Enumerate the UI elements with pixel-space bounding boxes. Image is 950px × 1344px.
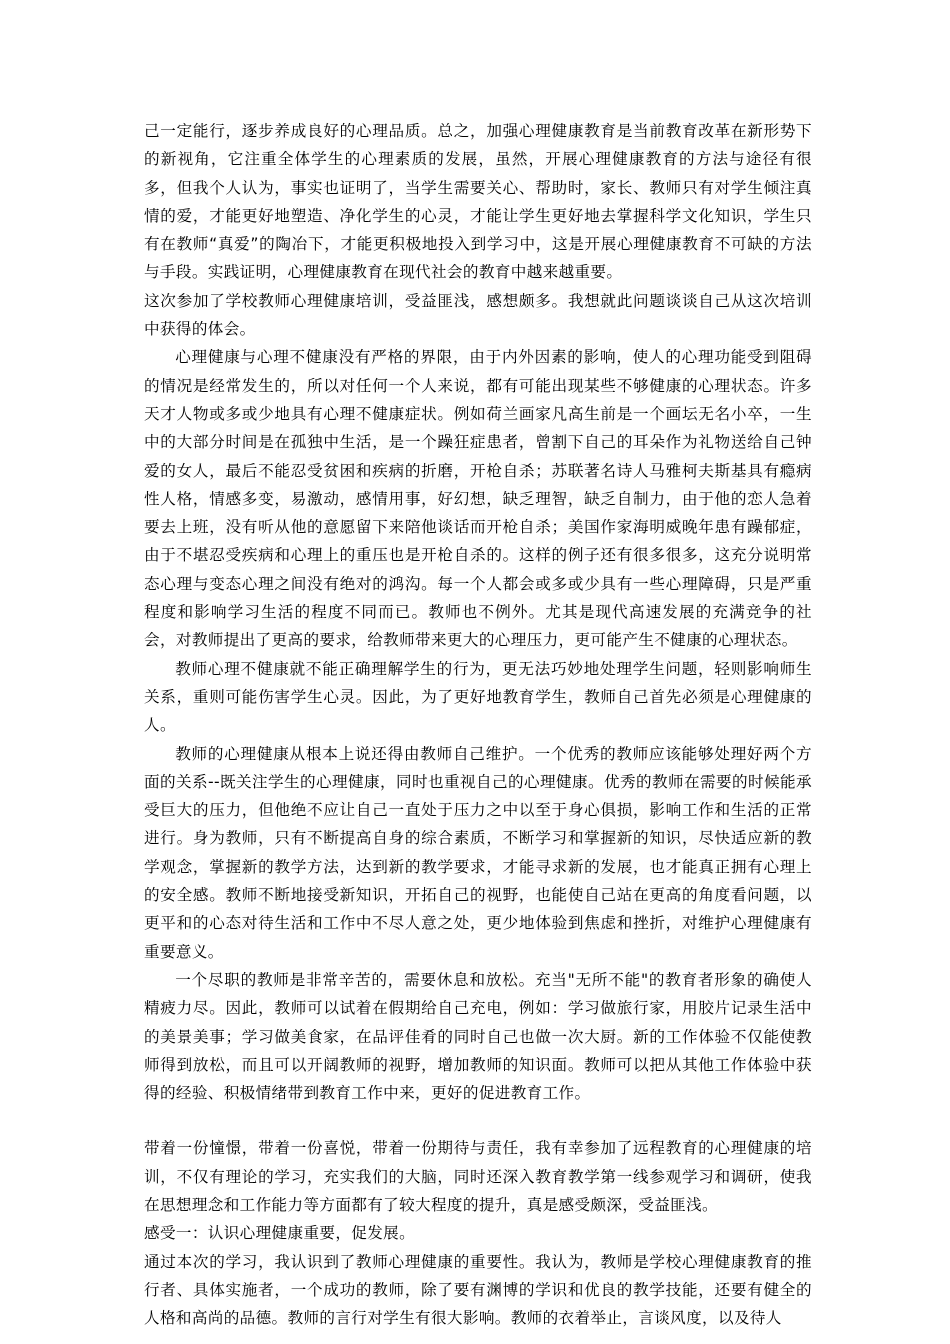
section-heading-feeling-one: 感受一：认识心理健康重要，促发展。 — [144, 1224, 416, 1243]
paragraph-mental-health-boundary: 心理健康与心理不健康没有严格的界限，由于内外因素的影响，使人的心理功能受到阻碍的情况是经常发生的，所以对任何一个人来说，都有可能出现某些不够健康的心理状态。许多天才人物或多或少地具有心理不健康症状。例如荷兰画家凡高生前是一个画坛无名小卒，一生中的大部分时间是在孤独中生活，是一个躁狂症患者，曾割下自己的耳朵作为礼物送给自己钟爱的女人，最后不能忍受贫困和疾病的折磨，开枪自杀；苏联著名诗人马雅柯夫斯基具有瘾病性人格，情感多变，易激动，感情用事，好幻想，缺乏理智，缺乏自制力，由于他的恋人急着要去上班，没有听从他的意愿留下来陪他谈话而开枪自杀；美国作家海明威晚年患有躁郁症，由于不堪忍受疾病和心理上的重压也是开枪自杀的。这样的例子还有很多很多，这充分说明常态心理与变态心理之间没有绝对的鸿沟。每一个人都会或多或少具有一些心理障碍，只是严重程度和影响学习生活的程度不同而已。教师也不例外。尤其是现代高速发展的充满竞争的社会，对教师提出了更高的要求，给教师带来更大的心理压力，更可能产生不健康的心理状态。 — [144, 348, 812, 650]
paragraph-intro-conclusion: 己一定能行，逐步养成良好的心理品质。总之，加强心理健康教育是当前教育改革在新形势下的新视角，它注重全体学生的心理素质的发展，虽然，开展心理健康教育的方法与途径有很多，但我个人认为，事实也证明了，当学生需要关心、帮助时，家长、教师只有对学生倾注真情的爱，才能更好地塑造、净化学生的心灵，才能让学生更好地去掌握科学文化知识，学生只有在教师“真爱”的陶冶下，才能更积极地投入到学习中，这是开展心理健康教育不可缺的方法与手段。实践证明，心理健康教育在现代社会的教育中越来越重要。 — [144, 122, 812, 282]
paragraph-remote-training: 带着一份憧憬，带着一份喜悦，带着一份期待与责任，我有幸参加了远程教育的心理健康的培训，不仅有理论的学习，充实我们的大脑，同时还深入教育教学第一线参观学习和调研，使我在思想理念和工作能力等方面都有了较大程度的提升，真是感受颇深，受益匪浅。 — [144, 1139, 812, 1214]
paragraph-gap — [144, 1107, 812, 1134]
document-body — [144, 117, 812, 1332]
paragraph-rest-and-relax: 一个尽职的教师是非常辛苦的，需要休息和放松。充当"无所不能"的教育者形象的确使人精疲力尽。因此，教师可以试着在假期给自己充电，例如：学习做旅行家，用胶片记录生活中的美景美事；学习做美食家，在品评佳肴的同时自己也做一次大厨。新的工作体验不仅能使教师得到放松，而且可以开阔教师的视野，增加教师的知识面。教师可以把从其他工作体验中获得的经验、积极情绪带到教育工作中来，更好的促进教育工作。 — [144, 970, 812, 1103]
paragraph-teacher-unhealthy-effects: 教师心理不健康就不能正确理解学生的行为，更无法巧妙地处理学生问题，轻则影响师生关系，重则可能伤害学生心灵。因此，为了更好地教育学生，教师自己首先必须是心理健康的人。 — [144, 659, 812, 735]
paragraph-teacher-self-maintenance: 教师的心理健康从根本上说还得由教师自己维护。一个优秀的教师应该能够处理好两个方面的关系--既关注学生的心理健康，同时也重视自己的心理健康。优秀的教师在需要的时候能承受巨大的压力，但他绝不应让自己一直处于压力之中以至于身心俱损，影响工作和生活的正常进行。身为教师，只有不断提高自身的综合素质，不断学习和掌握新的知识，尽快适应新的教学观念，掌握新的教学方法，达到新的教学要求，才能寻求新的发展，也才能真正拥有心理上的安全感。教师不断地接受新知识，开拓自己的视野，也能使自己站在更高的角度看问题，以更平和的心态对待生活和工作中不尽人意之处，更少地体验到焦虑和挫折，对维护心理健康有重要意义。 — [144, 744, 812, 961]
paragraph-training-intro: 这次参加了学校教师心理健康培训，受益匪浅，感想颇多。我想就此问题谈谈自己从这次培训中获得的体会。 — [144, 291, 812, 339]
paragraph-importance-of-teacher-health: 通过本次的学习，我认识到了教师心理健康的重要性。我认为，教师是学校心理健康教育的推行者、具体实施者，一个成功的教师，除了要有渊博的学识和优良的教学技能，还要有健全的人格和高尚的品德。教师的言行对学生有很大影响。教师的衣着举止，言谈风度，以及待人 — [144, 1252, 812, 1328]
